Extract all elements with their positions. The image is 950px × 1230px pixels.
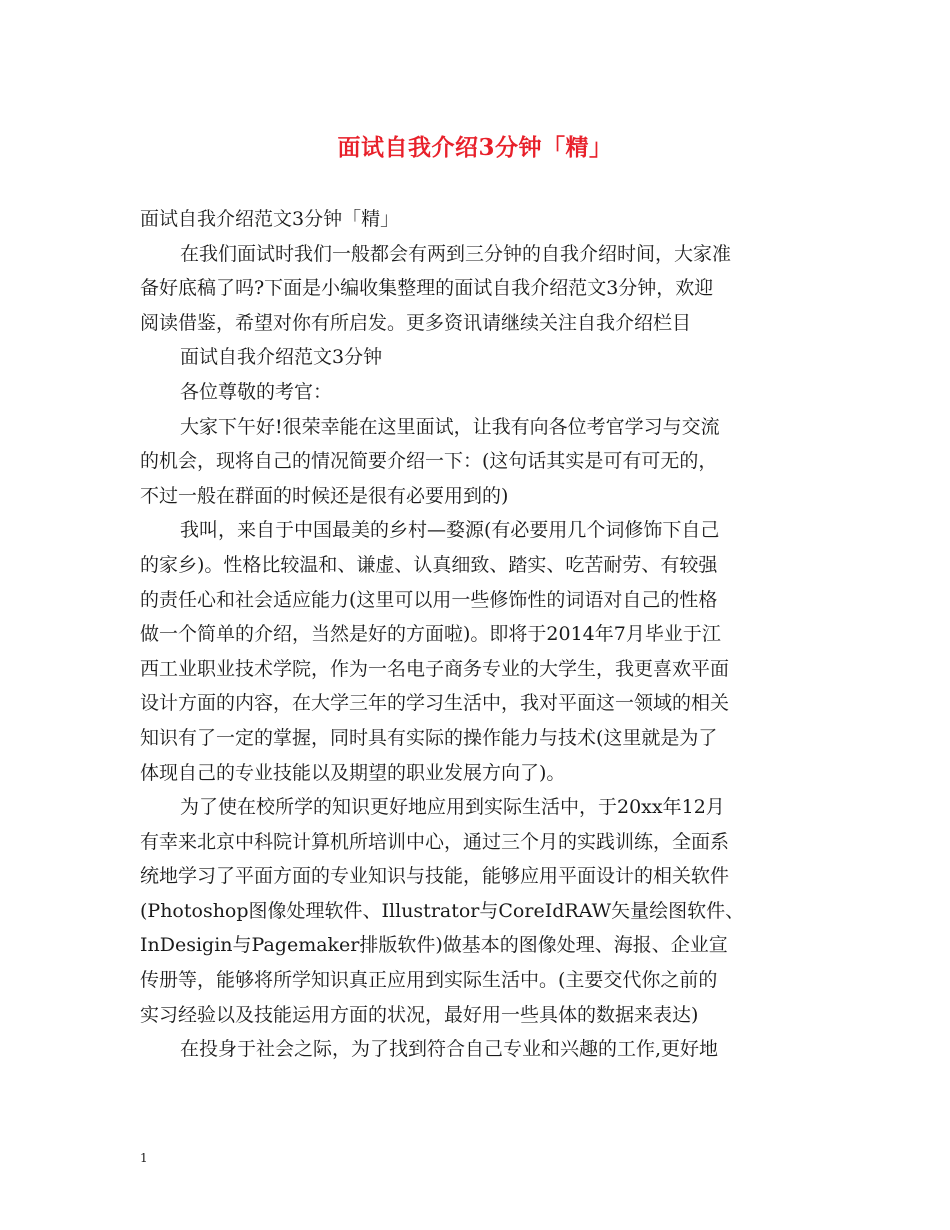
paragraph-line: 阅读借鉴，希望对你有所启发。更多资讯请继续关注自我介绍栏目 <box>140 311 692 334</box>
paragraph-line: 设计方面的内容，在大学三年的学习生活中，我对平面这一领域的相关 <box>140 692 730 715</box>
section-heading: 面试自我介绍范文3分钟 <box>180 346 383 369</box>
paragraph-line: 知识有了一定的掌握，同时具有实际的操作能力与技术(这里就是为了 <box>140 726 718 749</box>
paragraph-line: 备好底稿了吗?下面是小编收集整理的面试自我介绍范文3分钟，欢迎 <box>140 277 714 300</box>
paragraph-line: 西工业职业技术学院，作为一名电子商务专业的大学生，我更喜欢平面 <box>140 657 730 680</box>
document-body <box>140 202 816 1067</box>
paragraph-line: 实习经验以及技能运用方面的状况，最好用一些具体的数据来表达) <box>140 1003 699 1026</box>
paragraph-line: 为了使在校所学的知识更好地应用到实际生活中，于20xx年12月 <box>180 796 725 819</box>
paragraph-line: 大家下午好!很荣幸能在这里面试，让我有向各位考官学习与交流 <box>180 415 720 438</box>
paragraph-line: 的家乡)。性格比较温和、谦虚、认真细致、踏实、吃苦耐劳、有较强 <box>140 553 718 576</box>
paragraph-line: 统地学习了平面方面的专业知识与技能，能够应用平面设计的相关软件 <box>140 865 730 888</box>
paragraph-line: 的机会，现将自己的情况简要介绍一下：(这句话其实是可有可无的， <box>140 450 718 473</box>
paragraph-line: 传册等，能够将所学知识真正应用到实际生活中。(主要交代你之前的 <box>140 969 718 992</box>
paragraph-line: 不过一般在群面的时候还是很有必要用到的) <box>140 484 509 507</box>
paragraph-line: 的责任心和社会适应能力(这里可以用一些修饰性的词语对自己的性格 <box>140 588 718 611</box>
paragraph-line: 我叫，来自于中国最美的乡村—婺源(有必要用几个词修饰下自己 <box>180 519 720 542</box>
document-title: 面试自我介绍3分钟「精」 <box>337 134 613 161</box>
salutation-line: 各位尊敬的考官： <box>180 380 333 403</box>
paragraph-line: InDesigin与Pagemaker排版软件)做基本的图像处理、海报、企业宣 <box>140 934 728 957</box>
paragraph-line: 在投身于社会之际，为了找到符合自己专业和兴趣的工作,更好地 <box>180 1038 719 1061</box>
paragraph-line: 体现自己的专业技能以及期望的职业发展方向了)。 <box>140 761 566 784</box>
page-number: 1 <box>140 1151 148 1165</box>
paragraph-line: 在我们面试时我们一般都会有两到三分钟的自我介绍时间，大家准 <box>180 242 732 265</box>
paragraph-line: (Photoshop图像处理软件、Illustrator与CoreIdRAW矢量绘图软件、 <box>140 899 745 922</box>
paragraph-line: 做一个简单的介绍，当然是好的方面啦)。即将于2014年7月毕业于江 <box>140 623 721 646</box>
subtitle-line: 面试自我介绍范文3分钟「精」 <box>140 208 400 230</box>
paragraph-line: 有幸来北京中科院计算机所培训中心，通过三个月的实践训练，全面系 <box>140 830 730 853</box>
